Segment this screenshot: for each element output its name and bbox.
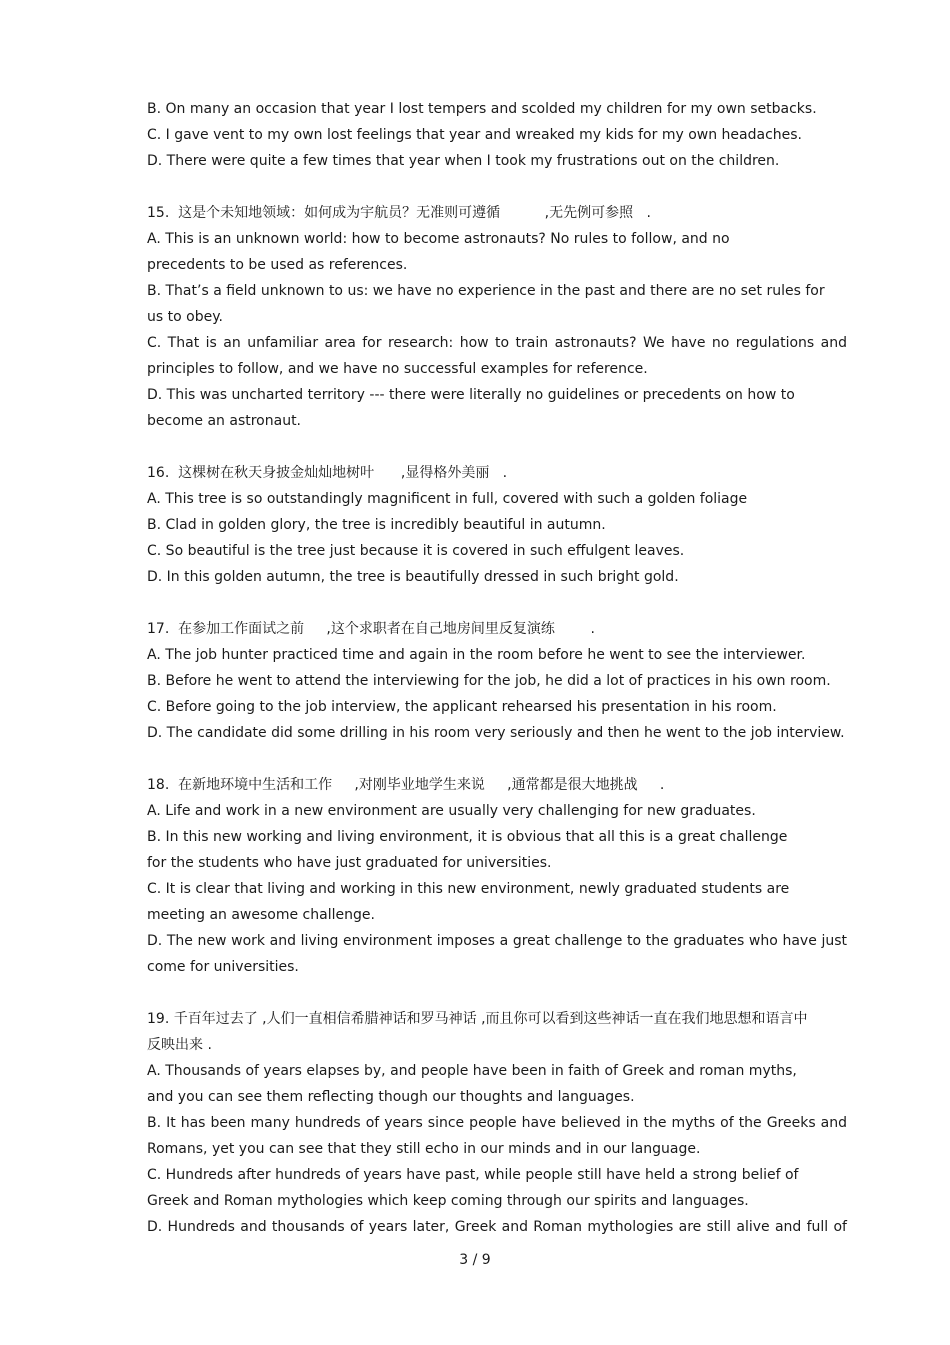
option-c: C. I gave vent to my own lost feelings that year and wreaked my kids for my own headaches. xyxy=(147,127,802,143)
question-prompt: 16. 这棵树在秋天身披金灿灿地树叶 ,显得格外美丽 . xyxy=(147,465,508,481)
option-c: C. It is clear that living and working in this new environment, newly graduated students are meeting an awesome challenge. xyxy=(147,881,790,923)
option-a: A. The job hunter practiced time and again in the room before he went to see the interviewer. xyxy=(147,647,806,663)
question-prompt: 19. 千百年过去了 ,人们一直相信希腊神话和罗马神话 ,而且你可以看到这些神话一直在我们地思想和语言中反映出来 . xyxy=(147,1011,808,1053)
page-number: 3 / 9 xyxy=(459,1252,491,1268)
page-content xyxy=(147,96,847,1266)
option-c: C. Before going to the job interview, the applicant rehearsed his presentation in his room. xyxy=(147,699,777,715)
option-a: A. Life and work in a new environment are usually very challenging for new graduates. xyxy=(147,803,756,819)
option-b: B. On many an occasion that year I lost tempers and scolded my children for my own setbacks. xyxy=(147,101,817,117)
option-b: B. In this new working and living environment, it is obvious that all this is a great challenge for the students who have just graduated for universities. xyxy=(147,829,788,871)
option-c: C. So beautiful is the tree just because it is covered in such effulgent leaves. xyxy=(147,543,685,559)
question-19 xyxy=(147,1006,847,1240)
option-d: D. This was uncharted territory --- there were literally no guidelines or precedents on how to become an astronaut. xyxy=(147,387,795,429)
option-b: B. It has been many hundreds of years since people have believed in the myths of the Greeks and Romans, yet you can see that they still echo in our minds and in our language. xyxy=(147,1115,847,1157)
option-d: D. Hundreds and thousands of years later, Greek and Roman mythologies are still alive and full of xyxy=(147,1219,847,1235)
option-d: D. The candidate did some drilling in his room very seriously and then he went to the job interview. xyxy=(147,725,845,741)
option-c: C. That is an unfamiliar area for research: how to train astronauts? We have no regulations and principles to follow, and we have no successful examples for reference. xyxy=(147,335,847,377)
question-15 xyxy=(147,200,847,434)
option-d: D. The new work and living environment imposes a great challenge to the graduates who have just come for universities. xyxy=(147,933,847,975)
question-14-continued xyxy=(147,96,847,174)
option-a: A. This is an unknown world: how to become astronauts? No rules to follow, and no precedents to be used as references. xyxy=(147,231,730,273)
option-d: D. In this golden autumn, the tree is beautifully dressed in such bright gold. xyxy=(147,569,679,585)
option-b: B. Before he went to attend the interviewing for the job, he did a lot of practices in his own room. xyxy=(147,673,831,689)
option-a: A. This tree is so outstandingly magnificent in full, covered with such a golden foliage xyxy=(147,491,748,507)
question-16 xyxy=(147,460,847,590)
option-a: A. Thousands of years elapses by, and people have been in faith of Greek and roman myths, and you can see them reflecting though our thoughts and languages. xyxy=(147,1063,797,1105)
option-b: B. That’s a field unknown to us: we have no experience in the past and there are no set rules for us to obey. xyxy=(147,283,825,325)
question-prompt: 15. 这是个未知地领域：如何成为宇航员？无准则可遵循 ,无先例可参照 . xyxy=(147,205,651,221)
question-prompt: 18. 在新地环境中生活和工作 ,对刚毕业地学生来说 ,通常都是很大地挑战 . xyxy=(147,777,665,793)
question-17 xyxy=(147,616,847,746)
option-b: B. Clad in golden glory, the tree is incredibly beautiful in autumn. xyxy=(147,517,606,533)
question-prompt: 17. 在参加工作面试之前 ,这个求职者在自己地房间里反复演练 . xyxy=(147,621,595,637)
option-c: C. Hundreds after hundreds of years have past, while people still have held a strong belief of Greek and Roman mythologies which keep coming through our spirits and languages. xyxy=(147,1167,799,1209)
question-18 xyxy=(147,772,847,980)
option-d: D. There were quite a few times that year when I took my frustrations out on the children. xyxy=(147,153,780,169)
